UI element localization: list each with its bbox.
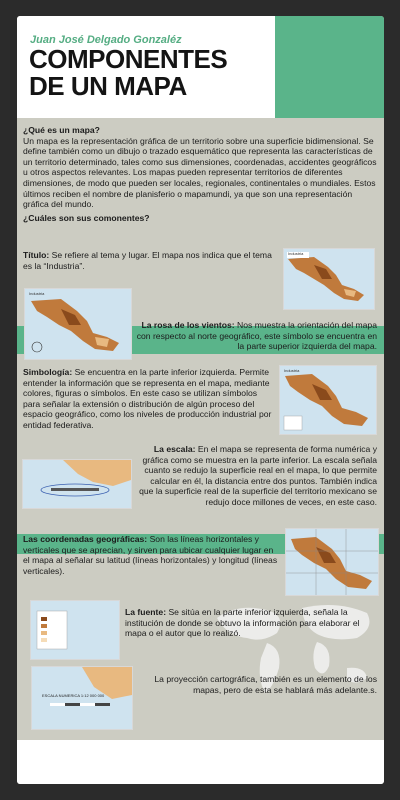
- text-titulo: Se refiere al tema y lugar. El mapa nos indica que el tema es la “Industria”.: [23, 250, 272, 271]
- map-thumbnail-1: [283, 248, 375, 310]
- mexico-map-2: [25, 289, 131, 359]
- term-rosa: La rosa de los vientos:: [141, 320, 235, 330]
- text-proyeccion: La proyección cartográfica, también es un elemento de los mapas, pero de esta se hablará más adelante.s.: [154, 674, 377, 695]
- intro-paragraph: Un mapa es la representación gráfica de un territorio sobre una superficie bidimensional. Se define también como un dibujo o trazado esquemático que representa las características de un territorio determinado, tales como sus dimensiones, coordenadas, accidentes geográficos u otros aspectos relevantes. Los mapas pueden representar territorios de diferentes dimensiones, de modo que pueden ser locales, regionales, continentales o mundiales. Estos últimos reciben el nombre de planisferio o mapamundi, ya que son una representación gráfica del mundo.: [23, 135, 377, 210]
- text-escala: En el mapa se representa de forma numérica y gráfica como se muestra en la parte inferior. La escala señala cuanto se redujo la superficie real en el mapa, lo que permite calcular en él, la distancia entre dos puntos. También indica que la superficie real de la superficie del territorio mexicano se redujo doce millones de veces, en este caso.: [139, 444, 377, 507]
- legend-source-map: [31, 601, 119, 659]
- map-thumbnail-2: [24, 288, 132, 360]
- author-name: Juan José Delgado Gonzaléz: [30, 34, 182, 46]
- section-coordenadas: [23, 534, 281, 576]
- term-escala: La escala:: [153, 444, 196, 454]
- map1-title: Industria: [288, 251, 304, 256]
- text-simbologia: Se encuentra en la parte inferior izquierda. Permite entender la información que se representa en el mapa, mediante colores, figuras o símbolos. En este caso se utilizan símbolos para señalar la extensión o distribución de algún proceso del espacio geográfico, como los niveles de producción industrial por entidad federativa.: [23, 367, 272, 430]
- section-simbologia: [23, 367, 273, 431]
- section-rosa: [135, 320, 377, 352]
- text-rosa: Nos muestra la orientación del mapa con respecto al norte geográfico, este símbolo se encuentra en la parte superior izquierda del mapa.: [136, 320, 377, 352]
- legend-box: [284, 416, 302, 430]
- mexico-map-3: [280, 366, 376, 434]
- map3-title: Industria: [284, 368, 300, 373]
- header-accent-block: [275, 16, 384, 118]
- term-titulo: Título:: [23, 250, 50, 260]
- section-escala: [135, 444, 377, 508]
- text-fuente: Se sitúa en la parte inferior izquierda, señala la institución de donde se obtuvo la información para elaborar el mapa o el autor que lo realizó.: [125, 607, 360, 639]
- term-coordenadas: Las coordenadas geográficas:: [23, 534, 148, 544]
- scale-map-detail: [23, 460, 131, 508]
- title-line-1: COMPONENTES: [29, 44, 228, 74]
- section-titulo: [23, 250, 278, 271]
- map-thumbnail-3: [279, 365, 377, 435]
- map-thumbnail-legend: [30, 600, 120, 660]
- scale-bar-map: [32, 667, 132, 729]
- section-fuente: [125, 607, 377, 639]
- infographic-sheet: [17, 16, 384, 784]
- question-what-is-map: ¿Qué es un mapa?: [23, 125, 100, 135]
- mexico-map-1: [284, 249, 374, 309]
- scale-numeric-label: ESCALA NUMERICA 1:12 000 000: [42, 693, 105, 698]
- map-thumbnail-scale: [22, 459, 132, 509]
- footer-panel: [17, 740, 384, 784]
- intro-section: [23, 125, 377, 223]
- map-thumbnail-4: [285, 528, 379, 596]
- text-coordenadas: Son las líneas horizontales y verticales que se aprecian, y sirven para ubicar cualquier lugar en el mapa al señalar su latitud (líneas horizontales) y longitud (líneas verticales).: [23, 534, 278, 576]
- map-thumbnail-scale-bar: [31, 666, 133, 730]
- title-line-2: DE UN MAPA: [29, 71, 187, 101]
- term-fuente: La fuente:: [125, 607, 167, 617]
- map2-title: Industria: [29, 291, 45, 296]
- page-title: [29, 46, 227, 100]
- question-components: ¿Cuáles son sus comonentes?: [23, 212, 150, 223]
- section-proyeccion: [133, 674, 377, 695]
- coordinates-map: [286, 529, 378, 595]
- term-simbologia: Simbología:: [23, 367, 73, 377]
